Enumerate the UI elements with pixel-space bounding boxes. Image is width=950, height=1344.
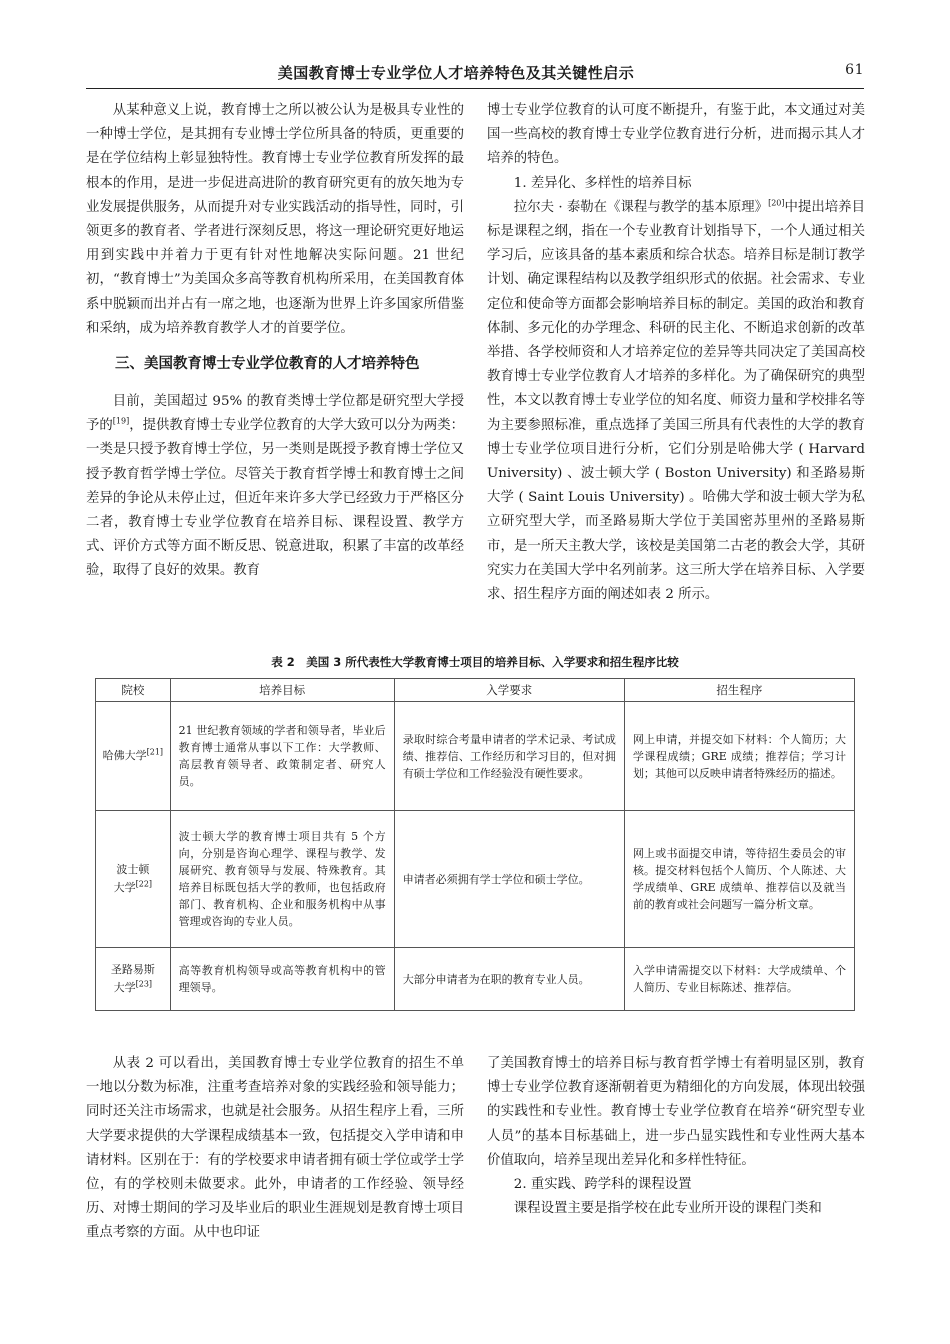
comparison-table (95, 678, 855, 1011)
right-column-bottom (487, 1052, 865, 1221)
paragraph: 从某种意义上说，教育博士之所以被公认为是极具专业性的一种博士学位，是其拥有专业博士学位所具备的特质，更重要的是在学位结构上彰显独特性。教育博士专业学位教育所发挥的最根本的作用，是进一步促进高进阶的教育研究更有的放矢地为专业发展提供服务，从而提升对专业实践活动的指导性，同时，引领更多的教育者、学者进行深刻反思，将这一理论研究更好地运用到实践中并着力于更有针对性地解决实际问题。21 世纪初，“教育博士”为美国众多高等教育机构所采用，在美国教育体系中脱颖而出并占有一席之地，也逐渐为世界上许多国家所借鉴和采纳，成为培养教育教学人才的首要学位。 (86, 103, 464, 336)
section-heading: 三、美国教育博士专业学位教育的人才培养特色 (115, 356, 420, 373)
column-header: 培养目标 (170, 679, 394, 702)
school-name: 大学 (113, 981, 136, 994)
paragraph (487, 196, 865, 607)
right-column-top (487, 99, 865, 607)
running-title: 美国教育博士专业学位人才培养特色及其关键性启示 (277, 64, 635, 82)
left-column-bottom (86, 1052, 464, 1246)
table-row (96, 811, 855, 948)
paragraph-text: 目前，美国超过 95% 的教育类博士学位都是研究型大学授予的 (86, 394, 464, 434)
paragraph (86, 390, 464, 584)
table-caption: 表 2 美国 3 所代表性大学教育博士项目的培养目标、入学要求和招生程序比较 (271, 655, 679, 669)
requirement-cell: 大部分申请者为在职的教育专业人员。 (394, 948, 624, 1011)
procedure-cell: 网上或书面提交申请，等待招生委员会的审核。提交材料包括个人简历、个人陈述、大学成绩单、GRE 成绩单、推荐信以及就当前的教育或社会问题写一篇分析文章。 (624, 811, 854, 948)
table-row (96, 702, 855, 811)
paragraph: 了美国教育博士的培养目标与教育哲学博士有着明显区别，教育博士专业学位教育逐渐朝着更为精细化的方向发展，体现出较强的实践性和专业性。教育博士专业学位教育在培养“研究型专业人员”的基本目标基础上，进一步凸显实践性和专业性两大基本价值取向，培养呈现出差异化和多样性特征。 (487, 1056, 865, 1168)
paragraph: 博士专业学位教育的认可度不断提升，有鉴于此，本文通过对美国一些高校的教育博士专业学位教育进行分析，进而揭示其人才培养的特色。 (487, 103, 865, 167)
requirement-cell: 录取时综合考量申请者的学术记录、考试成绩、推荐信、工作经历和学习目的，但对拥有硕士学位和工作经验没有硬性要求。 (394, 702, 624, 811)
subsection-heading: 2. 重实践、跨学科的课程设置 (513, 1177, 692, 1193)
goal-cell: 高等教育机构领导或高等教育机构中的管理领导。 (170, 948, 394, 1011)
citation-ref: [21] (146, 747, 164, 757)
school-name: 哈佛大学 (102, 749, 147, 762)
citation-ref: [23] (135, 979, 153, 989)
school-cell (96, 811, 171, 948)
paragraph-text: 中提出培养目标是课程之纲，指在一个专业教育计划指导下，一个人通过相关学习后，应该具备的基本素质和综合状态。培养目标是制订教学计划、确定课程结构以及教学组织形式的依据。社会需求、专业定位和使命等方面都会影响培养目标的制定。美国的政治和教育体制、多元化的办学理念、科研的民主化、不断追求创新的改革举措、各学校师资和人才培养定位的差异等共同决定了美国高校教育博士专业学位教育人才培养的多样化。为了确保研究的典型性，本文以教育博士专业学位的知名度、师资力量和学校排名等为主要参照标准，重点选择了美国三所具有代表性的大学的教育博士专业学位项目进行分析，它们分别是哈佛大学 ( Harvard University) 、波士顿大学 ( Boston University) 和圣路易斯大学 ( Saint Louis University) 。哈佛大学和波士顿大学为私立研究型大学，而圣路易斯大学位于美国密苏里州的圣路易斯市，是一所天主教大学，该校是美国第二古老的教会大学，其研究实力在美国大学中名列前茅。这三所大学在培养目标、入学要求、招生程序方面的阐述如表 2 所示。 (487, 199, 865, 603)
school-cell (96, 702, 171, 811)
procedure-cell: 入学申请需提交以下材料：大学成绩单、个人简历、专业目标陈述、推荐信。 (624, 948, 854, 1011)
paragraph-text: ，提供教育博士专业学位教育的大学大致可以分为两类：一类是只授予教育博士学位，另一类则是既授予教育博士学位又授予教育哲学博士学位。尽管关于教育哲学博士和教育博士之间差异的争论从未停止过，但近年来许多大学已经致力于严格区分二者，教育博士专业学位教育在培养目标、课程设置、教学方式、评价方式等方面不断反思、锐意进取，积累了丰富的改革经验，取得了良好的效果。教育 (86, 418, 465, 579)
table-row (96, 948, 855, 1011)
school-cell (96, 948, 171, 1011)
column-header: 招生程序 (624, 679, 854, 702)
left-column-top (86, 99, 464, 584)
running-header (86, 62, 864, 86)
goal-cell: 21 世纪教育领域的学者和领导者，毕业后教育博士通常从事以下工作：大学教师、高层教育领导者、政策制定者、研究人员。 (170, 702, 394, 811)
table-header-row (96, 679, 855, 702)
column-header: 入学要求 (394, 679, 624, 702)
school-name: 波士顿 (116, 863, 150, 876)
citation-ref: [19] (112, 416, 130, 426)
citation-ref: [22] (135, 879, 153, 889)
header-rule (86, 88, 864, 89)
column-header: 院校 (96, 679, 171, 702)
school-name: 圣路易斯 (110, 963, 155, 976)
subsection-heading: 1. 差异化、多样性的培养目标 (513, 175, 692, 191)
paragraph-text: 拉尔夫 · 泰勒在《课程与教学的基本原理》 (513, 199, 769, 215)
paragraph: 从表 2 可以看出，美国教育博士专业学位教育的招生不单一地以分数为标准，注重考查培养对象的实践经验和领导能力；同时还关注市场需求，也就是社会服务。从招生程序上看，三所大学要求提供的大学课程成绩基本一致，包括提交入学申请和申请材料。区别在于：有的学校要求申请者拥有硕士学位或学士学位，有的学校则未做要求。此外，申请者的工作经验、领导经历、对博士期间的学习及毕业后的职业生涯规划是教育博士项目重点考察的方面。从中也印证 (86, 1056, 464, 1241)
page-number: 61 (845, 62, 864, 78)
requirement-cell: 申请者必须拥有学士学位和硕士学位。 (394, 811, 624, 948)
procedure-cell: 网上申请，并提交如下材料：个人简历；大学课程成绩；GRE 成绩；推荐信；学习计划；其他可以反映申请者特殊经历的描述。 (624, 702, 854, 811)
citation-ref: [20] (768, 198, 785, 208)
goal-cell: 波士顿大学的教育博士项目共有 5 个方向，分别是咨询心理学、课程与教学、发展研究、教育领导与发展、特殊教育。其培养目标既包括大学的教师，也包括政府部门、教育机构、企业和服务机构中从事管理或咨询的专业人员。 (170, 811, 394, 948)
paragraph: 课程设置主要是指学校在此专业所开设的课程门类和 (513, 1201, 822, 1217)
school-name: 大学 (113, 881, 136, 894)
